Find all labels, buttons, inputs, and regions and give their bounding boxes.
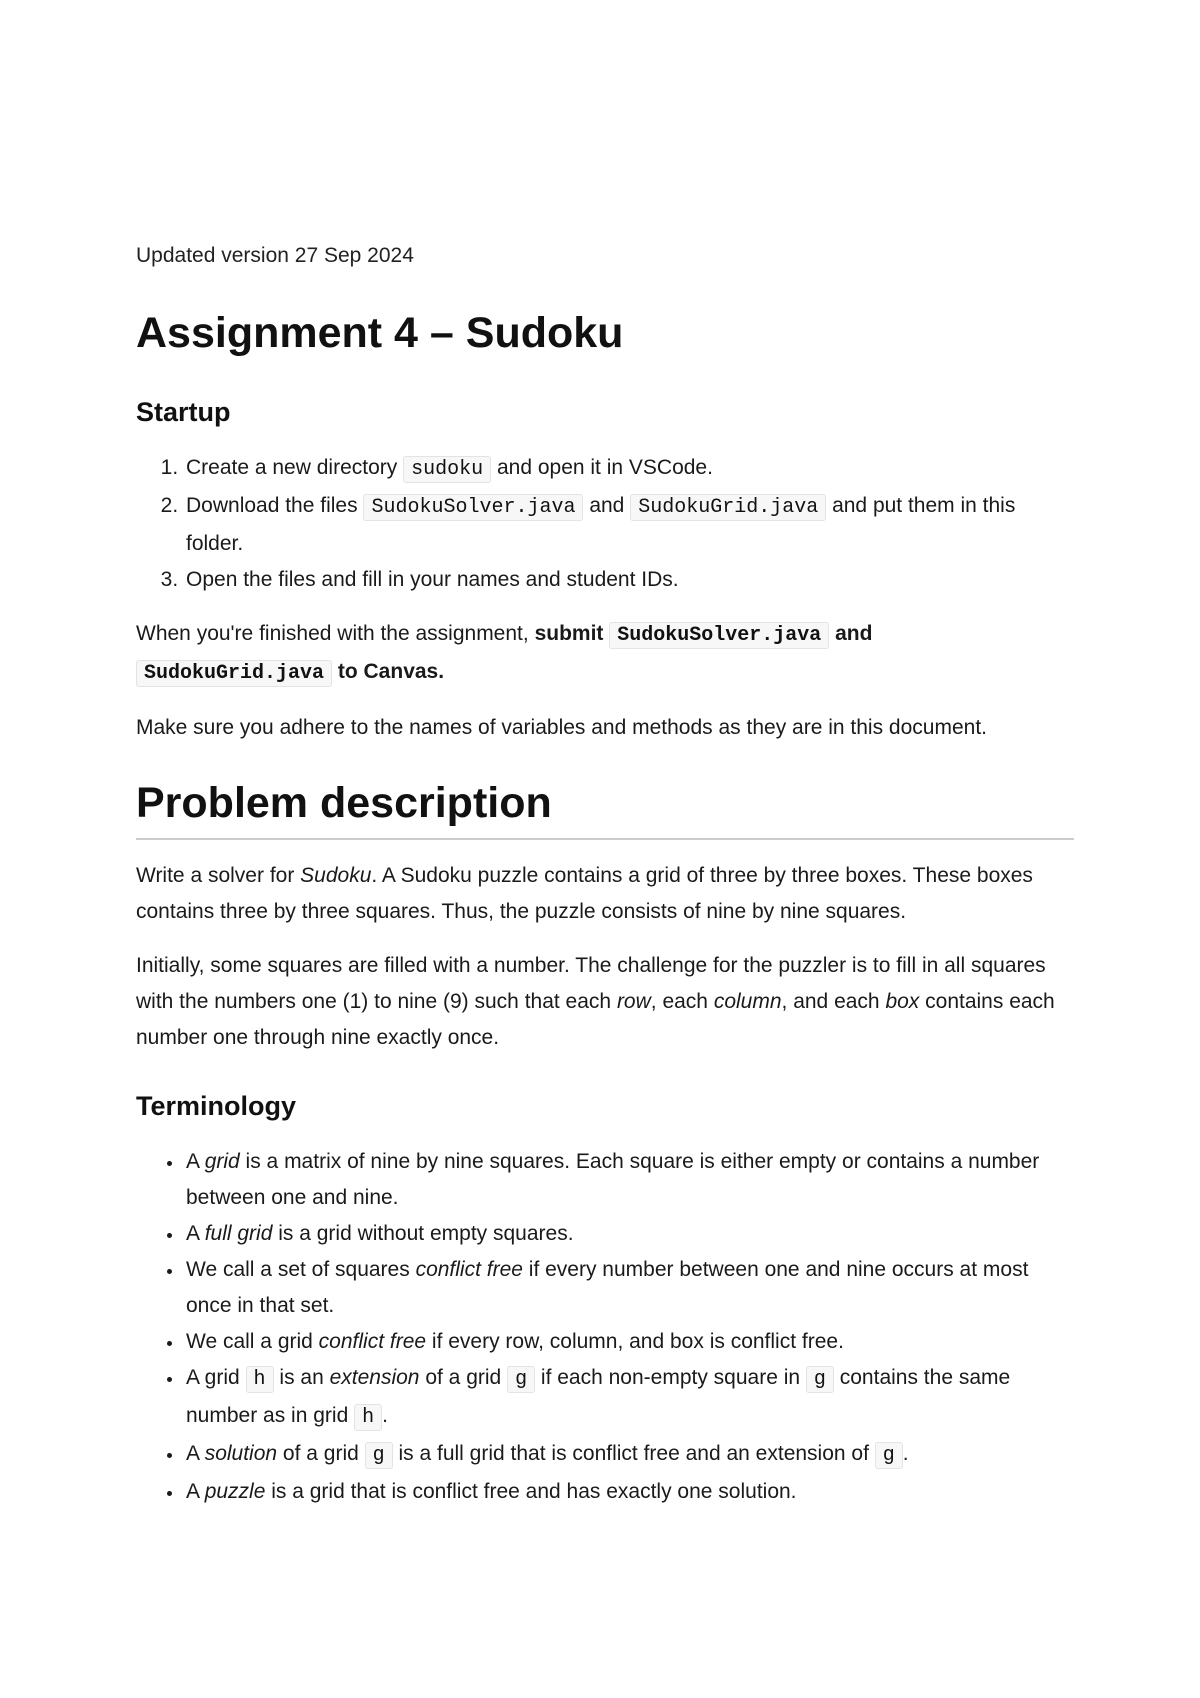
inline-code: g — [507, 1366, 535, 1393]
page-title: Assignment 4 – Sudoku — [136, 309, 624, 357]
updated-version-note: Updated version 27 Sep 2024 — [136, 244, 414, 267]
problem-paragraph: Initially, some squares are filled with a number. The challenge for the puzzler is to fill in all squares with the numbers one (1) to nine (9) such that each row, each column, and each box contains each number one through nine exactly once. — [136, 954, 1055, 1049]
submit-instructions: When you're finished with the assignment, submit SudokuSolver.java and SudokuGrid.java to Canvas. — [136, 622, 873, 685]
inline-code: sudoku — [403, 456, 491, 483]
terminology-heading: Terminology — [136, 1091, 297, 1121]
terminology-list — [136, 1144, 1074, 1510]
terminology-item: • A puzzle is a grid that is conflict free and has exactly one solution. — [184, 1474, 1074, 1510]
inline-code: g — [365, 1442, 393, 1469]
inline-code: h — [246, 1366, 274, 1393]
startup-step: 3. Open the files and fill in your names and student IDs. — [184, 562, 1074, 598]
naming-note: Make sure you adhere to the names of variables and methods as they are in this document. — [136, 716, 987, 739]
problem-paragraph: Write a solver for Sudoku. A Sudoku puzzle contains a grid of three by three boxes. These boxes contains three by three squares. Thus, the puzzle consists of nine by nine squares. — [136, 864, 1033, 923]
document-page — [136, 238, 1074, 1510]
startup-step: 2. Download the files SudokuSolver.java and SudokuGrid.java and put them in this folder. — [184, 488, 1074, 562]
terminology-item: • We call a set of squares conflict free if every number between one and nine occurs at most once in that set. — [184, 1252, 1074, 1324]
inline-code: SudokuSolver.java — [609, 622, 829, 649]
inline-code: g — [806, 1366, 834, 1393]
inline-code: SudokuSolver.java — [363, 494, 583, 521]
terminology-item: • A grid h is an extension of a grid g if each non-empty square in g contains the same number as in grid h . — [184, 1360, 1074, 1436]
terminology-item: • A full grid is a grid without empty squares. — [184, 1216, 1074, 1252]
inline-code: g — [875, 1442, 903, 1469]
terminology-item: • We call a grid conflict free if every row, column, and box is conflict free. — [184, 1324, 1074, 1360]
startup-steps-list — [136, 450, 1074, 598]
startup-heading: Startup — [136, 397, 231, 427]
inline-code: SudokuGrid.java — [136, 660, 332, 687]
terminology-item: • A grid is a matrix of nine by nine squares. Each square is either empty or contains a number between one and nine. — [184, 1144, 1074, 1216]
problem-heading: Problem description — [136, 774, 1074, 840]
startup-step: 1. Create a new directory sudoku and open it in VSCode. — [184, 450, 1074, 488]
inline-code: SudokuGrid.java — [630, 494, 826, 521]
inline-code: h — [354, 1404, 382, 1431]
terminology-item: • A solution of a grid g is a full grid that is conflict free and an extension of g . — [184, 1436, 1074, 1474]
